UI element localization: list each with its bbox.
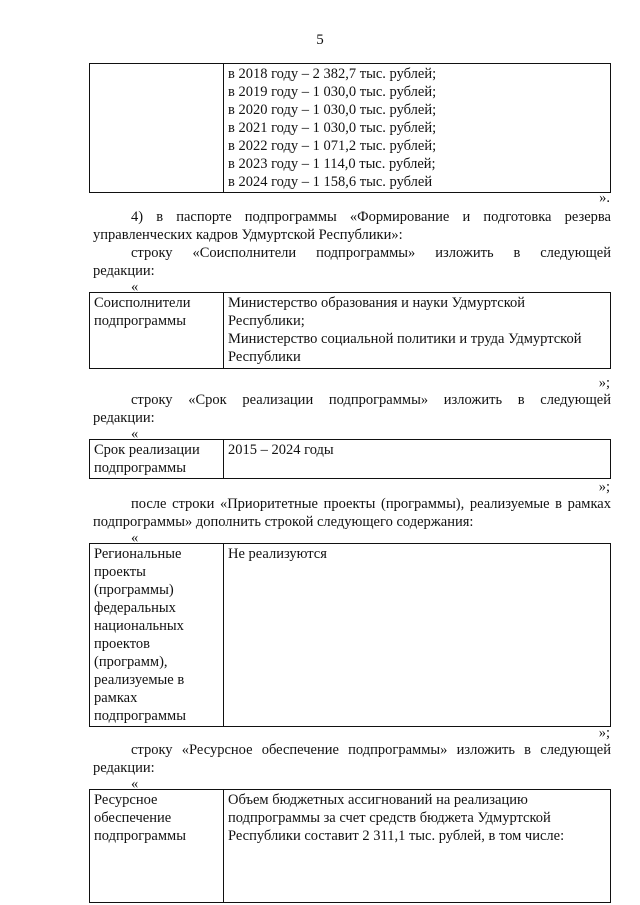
value-line: Объем бюджетных ассигнований на реализацию	[228, 792, 528, 808]
year-line: в 2021 году – 1 030,0 тыс. рублей;	[228, 120, 437, 136]
label-line: проектов	[94, 636, 150, 652]
term-table	[89, 439, 611, 479]
label-line: Соисполнители	[94, 295, 191, 311]
value-line: Министерство социальной политики и труда Удмуртской	[228, 331, 582, 347]
item4-line3: строку «Соисполнители подпрограммы» изложить в следующей	[131, 245, 611, 261]
page-number: 5	[316, 32, 324, 48]
closing-quote: »;	[598, 725, 610, 741]
opening-quote: «	[131, 776, 139, 792]
label-line: обеспечение	[94, 810, 172, 826]
value-line: подпрограммы за счет средств бюджета Удмуртской	[228, 810, 551, 826]
label-line: национальных	[94, 618, 184, 634]
coexecutors-label-cell	[90, 293, 224, 369]
para4-line2: подпрограммы» дополнить строкой следующего содержания:	[93, 514, 474, 530]
item4-line4: редакции:	[93, 263, 155, 279]
label-line: Ресурсное	[94, 792, 158, 808]
label-line: проекты	[94, 564, 146, 580]
regional-projects-table	[89, 543, 611, 727]
regional-projects-label-cell	[90, 544, 224, 727]
para3-line2: редакции:	[93, 410, 155, 426]
label-line: федеральных	[94, 600, 176, 616]
label-line: рамках	[94, 690, 138, 706]
closing-quote: »;	[598, 375, 610, 391]
value-line: Республики составит 2 311,1 тыс. рублей, в том числе:	[228, 828, 565, 844]
closing-quote: »;	[598, 479, 610, 495]
opening-quote: «	[131, 530, 139, 546]
label-line: Региональные	[94, 546, 182, 562]
label-line: подпрограммы	[94, 313, 186, 329]
label-line: подпрограммы	[94, 708, 186, 724]
resources-table	[89, 789, 611, 903]
table1-right-cell	[224, 64, 611, 193]
opening-quote: «	[131, 279, 139, 295]
label-line: (программ),	[94, 654, 168, 670]
term-label-cell	[90, 440, 224, 479]
term-value-cell: 2015 – 2024 годы	[224, 440, 611, 479]
year-line: в 2022 году – 1 071,2 тыс. рублей;	[228, 138, 437, 154]
value-line: Республики;	[228, 313, 305, 329]
year-line: в 2020 году – 1 030,0 тыс. рублей;	[228, 102, 437, 118]
label-line: (программы)	[94, 582, 174, 598]
value-line: Министерство образования и науки Удмуртской	[228, 295, 526, 311]
item4-line2: управленческих кадров Удмуртской Республики»:	[93, 227, 403, 243]
para4-line1: после строки «Приоритетные проекты (программы), реализуемые в рамках	[131, 496, 611, 512]
resources-label-cell	[90, 790, 224, 903]
year-line: в 2019 году – 1 030,0 тыс. рублей;	[228, 84, 437, 100]
coexecutors-table	[89, 292, 611, 369]
label-line: подпрограммы	[94, 460, 186, 476]
coexecutors-value-cell	[224, 293, 611, 369]
year-line: в 2018 году – 2 382,7 тыс. рублей;	[228, 66, 437, 82]
regional-projects-value-cell: Не реализуются	[224, 544, 611, 727]
para5-line1: строку «Ресурсное обеспечение подпрограммы» изложить в следующей	[131, 742, 611, 758]
funding-by-year-table	[89, 63, 611, 193]
table1-left-cell	[90, 64, 224, 193]
label-line: подпрограммы	[94, 828, 186, 844]
item4-line1: 4) в паспорте подпрограммы «Формирование и подготовка резерва	[131, 209, 611, 225]
resources-value-cell	[224, 790, 611, 903]
year-line: в 2023 году – 1 114,0 тыс. рублей;	[228, 156, 436, 172]
closing-quote: ».	[599, 190, 610, 206]
para5-line2: редакции:	[93, 760, 155, 776]
label-line: реализуемые в	[94, 672, 185, 688]
label-line: Срок реализации	[94, 442, 200, 458]
opening-quote: «	[131, 426, 139, 442]
year-line: в 2024 году – 1 158,6 тыс. рублей	[228, 174, 433, 190]
value-line: Республики	[228, 349, 301, 365]
para3-line1: строку «Срок реализации подпрограммы» изложить в следующей	[131, 392, 611, 408]
